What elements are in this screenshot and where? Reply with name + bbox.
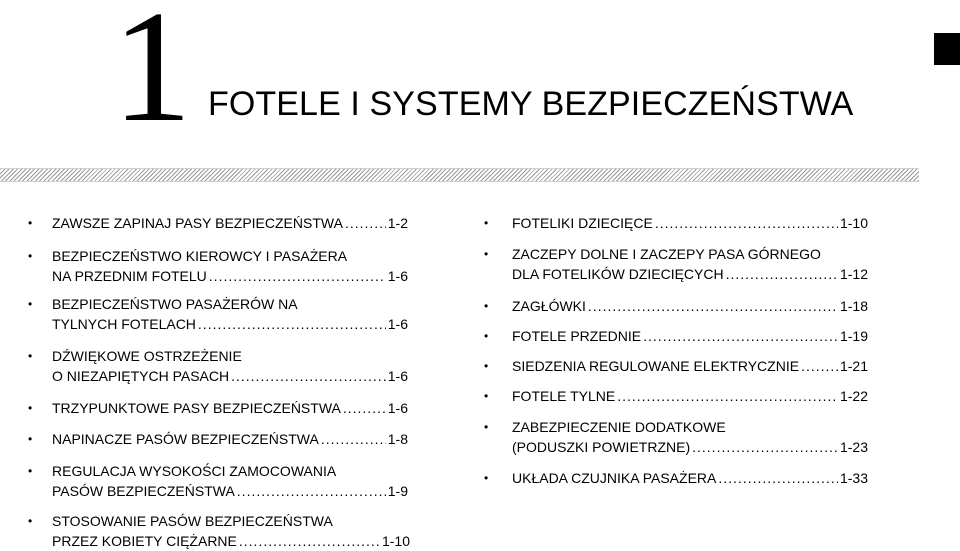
dot-leader [231, 366, 386, 386]
toc-page-number: 1-8 [387, 431, 408, 447]
dot-leader [198, 314, 386, 334]
dot-leader [643, 326, 838, 346]
toc-item-label: FOTELE TYLNE [512, 388, 616, 404]
toc-page-number: 1-6 [387, 316, 408, 332]
toc-item-label: UKŁADA CZUJNIKA PASAŻERA [512, 470, 717, 486]
bullet-icon: • [484, 471, 489, 485]
chapter-title: FOTELE I SYSTEMY BEZPIECZEŃSTWA [208, 85, 854, 123]
dot-leader [655, 213, 838, 233]
toc-item-label: ZABEZPIECZENIE DODATKOWE [512, 419, 726, 435]
bullet-icon: • [28, 464, 33, 478]
toc-item-label: NA PRZEDNIM FOTELU [52, 268, 207, 284]
toc-item-label: BEZPIECZEŃSTWO PASAŻERÓW NA [52, 296, 298, 312]
toc-page-number: 1-10 [381, 533, 410, 549]
dot-leader [345, 213, 386, 233]
bullet-icon: • [484, 389, 489, 403]
hatched-divider [0, 168, 919, 182]
toc-item-label: PRZEZ KOBIETY CIĘŻARNE [52, 533, 237, 549]
bullet-icon: • [28, 349, 33, 363]
bullet-icon: • [484, 247, 489, 261]
bullet-icon: • [28, 514, 33, 528]
toc-item-label: (PODUSZKI POWIETRZNE) [512, 439, 691, 455]
bullet-icon: • [484, 420, 489, 434]
dot-leader [617, 386, 838, 406]
dot-leader [343, 398, 386, 418]
toc-page-number: 1-10 [839, 215, 868, 231]
toc-item-label: ZAWSZE ZAPINAJ PASY BEZPIECZEŃSTWA [52, 215, 343, 231]
bullet-icon: • [28, 249, 33, 263]
dot-leader [726, 264, 838, 284]
dot-leader [239, 531, 380, 551]
dot-leader [588, 296, 838, 316]
toc-page-number: 1-18 [839, 298, 868, 314]
bullet-icon: • [484, 329, 489, 343]
toc-item-label: FOTELIKI DZIECIĘCE [512, 215, 653, 231]
toc-page-number: 1-6 [387, 368, 408, 384]
toc-page-number: 1-6 [387, 400, 408, 416]
bullet-icon: • [28, 216, 33, 230]
dot-leader [718, 468, 838, 488]
toc-page-number: 1-23 [839, 439, 868, 455]
bullet-icon: • [28, 432, 33, 446]
dot-leader [321, 429, 386, 449]
toc-page-number: 1-19 [839, 328, 868, 344]
toc-item-label: TYLNYCH FOTELACH [52, 316, 196, 332]
dot-leader [209, 266, 386, 286]
toc-item-label: SIEDZENIA REGULOWANE ELEKTRYCZNIE [512, 358, 800, 374]
toc-page-number: 1-6 [387, 268, 408, 284]
toc-item-label: NAPINACZE PASÓW BEZPIECZEŃSTWA [52, 431, 319, 447]
toc-page-number: 1-22 [839, 388, 868, 404]
toc-item-label: O NIEZAPIĘTYCH PASACH [52, 368, 230, 384]
bullet-icon: • [484, 359, 489, 373]
toc-item-label: BEZPIECZEŃSTWO KIEROWCY I PASAŻERA [52, 248, 348, 264]
bullet-icon: • [484, 216, 489, 230]
bullet-icon: • [28, 401, 33, 415]
toc-page-number: 1-2 [387, 215, 408, 231]
toc-item-label: PASÓW BEZPIECZEŃSTWA [52, 483, 235, 499]
section-tab-marker [934, 33, 960, 65]
toc-item-label: ZAGŁÓWKI [512, 298, 586, 314]
toc-page-number: 1-21 [839, 358, 868, 374]
bullet-icon: • [484, 299, 489, 313]
bullet-icon: • [28, 297, 33, 311]
toc-item-label: TRZYPUNKTOWE PASY BEZPIECZEŃSTWA [52, 400, 341, 416]
toc-page-number: 1-9 [387, 483, 408, 499]
toc-item-label: DLA FOTELIKÓW DZIECIĘCYCH [512, 266, 724, 282]
chapter-number: 1 [112, 0, 192, 155]
toc-page-number: 1-12 [839, 266, 868, 282]
dot-leader [237, 481, 386, 501]
toc-item-label: ZACZEPY DOLNE I ZACZEPY PASA GÓRNEGO [512, 246, 821, 262]
toc-item-label: DŹWIĘKOWE OSTRZEŻENIE [52, 348, 242, 364]
toc-item-label: STOSOWANIE PASÓW BEZPIECZEŃSTWA [52, 513, 333, 529]
toc-page-number: 1-33 [839, 470, 868, 486]
dot-leader [801, 356, 838, 376]
dot-leader [692, 437, 838, 457]
toc-item-label: FOTELE PRZEDNIE [512, 328, 642, 344]
toc-item-label: REGULACJA WYSOKOŚCI ZAMOCOWANIA [52, 463, 337, 479]
